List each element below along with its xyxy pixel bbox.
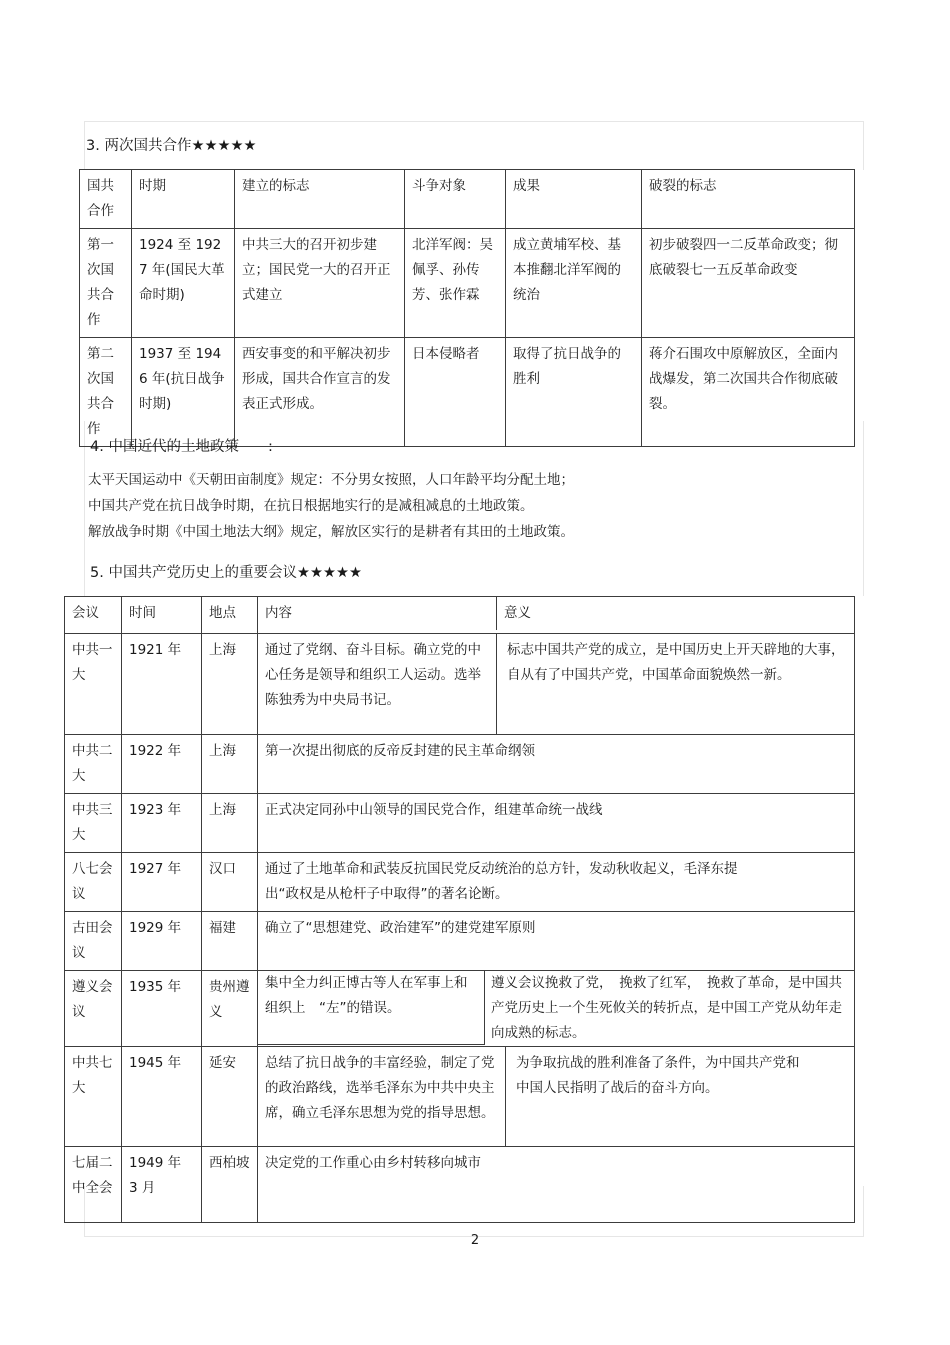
meeting-cell: 中共三大 (65, 794, 122, 853)
place-cell: 上海 (202, 735, 258, 794)
section3-title: 3. 两次国共合作★★★★★ (86, 138, 257, 154)
header-cell: 会议 (65, 597, 122, 634)
header-cell: 地点 (202, 597, 258, 634)
table-row (80, 229, 855, 338)
meaning-cell: 为争取抗战的胜利准备了条件，为中国共产党和中国人民指明了战后的奋斗方向。 (516, 1055, 800, 1096)
land-policy-line: 中国共产党在抗日战争时期，在抗日根据地实行的是减租减息的土地政策。 (88, 498, 534, 514)
meeting-cell: 中共一大 (65, 634, 122, 735)
time-cell: 1929 年 (122, 912, 202, 971)
table-row (65, 912, 855, 971)
table-cell: 中共三大的召开初步建立；国民党一大的召开正式建立 (235, 229, 405, 338)
content-cell: 第一次提出彻底的反帝反封建的民主革命纲领 (258, 735, 855, 794)
land-policy-line: 解放战争时期《中国土地法大纲》规定，解放区实行的是耕者有其田的土地政策。 (88, 524, 574, 540)
time-cell: 1921 年 (122, 634, 202, 735)
place-cell: 上海 (202, 794, 258, 853)
place-cell: 西柏坡 (202, 1147, 258, 1223)
content-cell (258, 853, 855, 912)
content-cell: 确立了“思想建党、政治建军”的建党建军原则 (258, 912, 855, 971)
meeting-cell: 中共七大 (65, 1047, 122, 1147)
table-cell: 北洋军阀：吴佩孚、孙传芳、张作霖 (405, 229, 506, 338)
header-cell: 建立的标志 (235, 170, 405, 229)
table-header-row (80, 170, 855, 229)
land-policy-line: 太平天国运动中《天朝田亩制度》规定：不分男女按照，人口年龄平均分配土地； (88, 472, 574, 488)
table-row (65, 634, 855, 735)
meeting-cell: 七届二中全会 (65, 1147, 122, 1223)
header-split (258, 597, 855, 634)
table-row (65, 1047, 855, 1147)
table-cell: 第二次国共合作 (80, 338, 132, 447)
table-row (65, 1147, 855, 1223)
time-cell: 1935 年 (122, 971, 202, 1047)
time-cell: 1923 年 (122, 794, 202, 853)
table-cell: 初步破裂四一二反革命政变；彻底破裂七一五反革命政变 (642, 229, 855, 338)
meeting-cell: 八七会议 (65, 853, 122, 912)
meaning-cell: 标志中国共产党的成立，是中国历史上开天辟地的大事，自从有了中国共产党，中国革命面貌焕然一新。 (507, 642, 845, 683)
header-cell: 成果 (506, 170, 642, 229)
header-cell: 内容 (258, 597, 497, 630)
table-row (65, 971, 855, 1047)
section5-title: 5. 中国共产党历史上的重要会议★★★★★ (90, 565, 362, 581)
meetings-table (64, 596, 855, 1223)
content-cell: 集中全力纠正博古等人在军事上和组织上 “左”的错误。 (258, 971, 485, 1045)
split-cell (258, 971, 855, 1047)
table-row (65, 794, 855, 853)
time-cell: 1949 年 3 月 (122, 1147, 202, 1223)
table-row (65, 735, 855, 794)
table-cell: 成立黄埔军校、基本推翻北洋军阀的统治 (506, 229, 642, 338)
cooperation-table (79, 169, 855, 447)
table-row (80, 338, 855, 447)
header-cell: 破裂的标志 (642, 170, 855, 229)
header-cell: 时期 (132, 170, 235, 229)
content-text: 通过了土地革命和武装反抗国民党反动统治的总方针，发动秋收起义，毛泽东提出“政权是从枪杆子中取得”的著名论断。 (265, 861, 738, 902)
time-cell: 1945 年 (122, 1047, 202, 1147)
table-cell: 1924 至 1927 年(国民大革命时期) (132, 229, 235, 338)
meaning-cell: 遵义会议挽救了党， 挽救了红军， 挽救了革命，是中国共产党历史上一个生死攸关的转折点，是中国工产党从幼年走向成熟的标志。 (491, 975, 842, 1041)
time-cell: 1922 年 (122, 735, 202, 794)
table-row (65, 853, 855, 912)
content-cell: 总结了抗日战争的丰富经验，制定了党的政治路线，选举毛泽东为中共中央主席，确立毛泽东思想为党的指导思想。 (258, 1047, 506, 1146)
header-cell: 意义 (504, 605, 531, 621)
header-cell: 斗争对象 (405, 170, 506, 229)
place-cell: 汉口 (202, 853, 258, 912)
page-number: 2 (470, 1233, 480, 1248)
table-cell: 西安事变的和平解决初步形成，国共合作宣言的发表正式形成。 (235, 338, 405, 447)
content-cell: 通过了党纲、奋斗目标。确立党的中心任务是领导和组织工人运动。选举陈独秀为中央局书记。 (258, 634, 497, 734)
content-cell: 决定党的工作重心由乡村转移向城市 (258, 1147, 855, 1223)
place-cell: 福建 (202, 912, 258, 971)
split-cell (258, 1047, 855, 1147)
content-cell: 正式决定同孙中山领导的国民党合作，组建革命统一战线 (258, 794, 855, 853)
time-cell: 1927 年 (122, 853, 202, 912)
place-cell: 贵州遵义 (202, 971, 258, 1047)
meeting-cell: 遵义会议 (65, 971, 122, 1047)
table-cell: 第一次国共合作 (80, 229, 132, 338)
header-cell: 时间 (122, 597, 202, 634)
table-cell: 取得了抗日战争的胜利 (506, 338, 642, 447)
table-cell: 日本侵略者 (405, 338, 506, 447)
meeting-cell: 古田会议 (65, 912, 122, 971)
place-cell: 上海 (202, 634, 258, 735)
table-cell: 1937 至 1946 年(抗日战争时期) (132, 338, 235, 447)
table-header-row (65, 597, 855, 634)
section4-title: 4. 中国近代的土地政策 : (90, 439, 273, 455)
table-cell: 蒋介石围攻中原解放区，全面内战爆发，第二次国共合作彻底破裂。 (642, 338, 855, 447)
header-cell: 国共合作 (80, 170, 132, 229)
place-cell: 延安 (202, 1047, 258, 1147)
split-cell (258, 634, 855, 735)
meeting-cell: 中共二大 (65, 735, 122, 794)
